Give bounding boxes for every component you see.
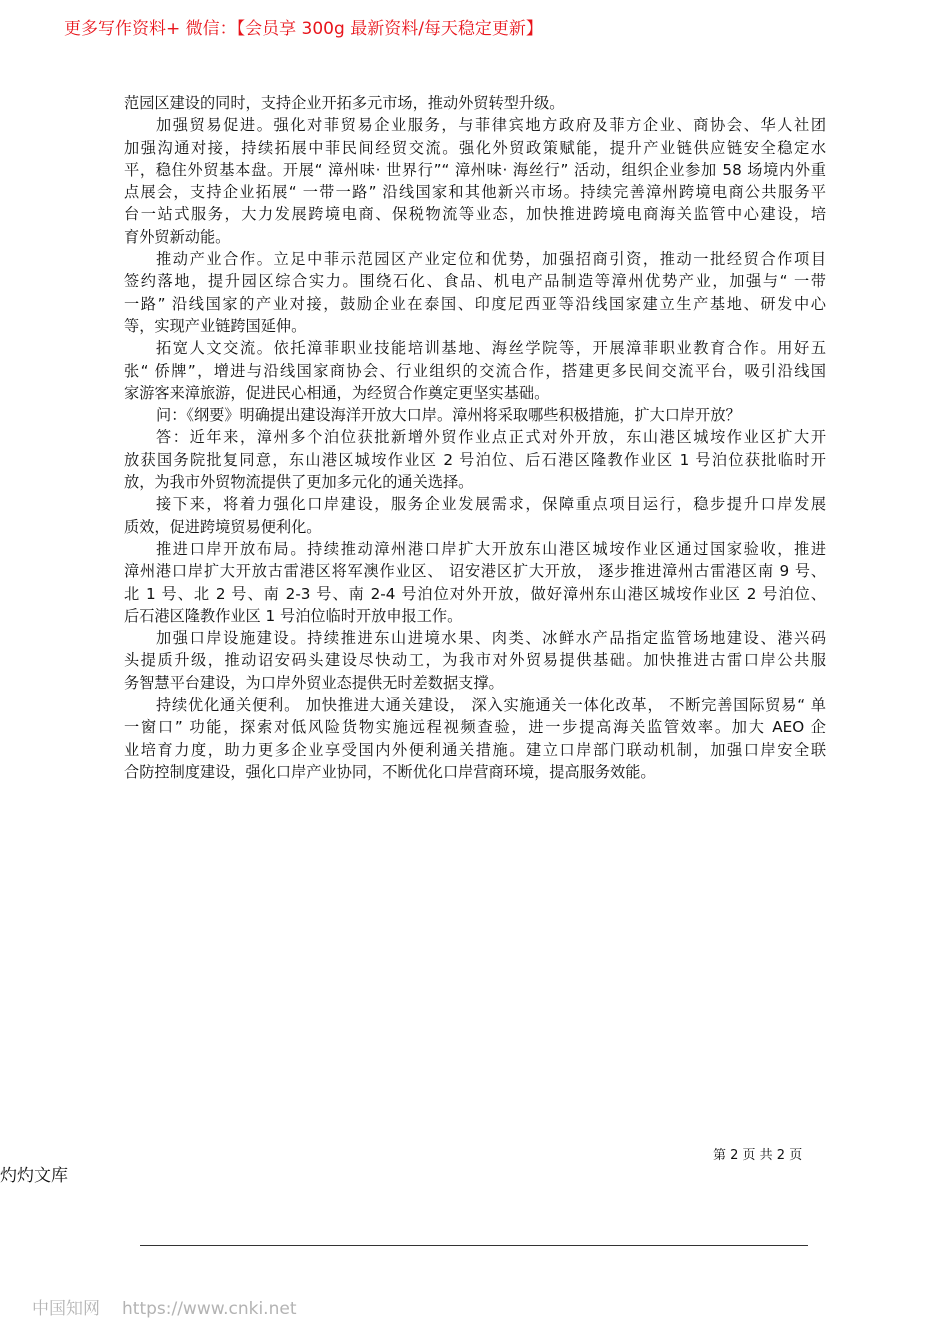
text-line: 点展会，支持企业拓展“ 一带一路” 沿线国家和其他新兴市场。持续完善漳州跨境电商公共服务平 [124, 183, 826, 202]
text-line: 头提质升级，推动诏安码头建设尽快动工，为我市对外贸易提供基础。加快推进古雷口岸公共服 [124, 651, 826, 670]
text-line: 务智慧平台建设，为口岸外贸业态提供无时差数据支撑。 [124, 673, 504, 692]
page-number: 第 2 页 共 2 页 [713, 1148, 803, 1163]
text-line: 质效，促进跨境贸易便利化。 [124, 517, 322, 536]
text-line: 推动产业合作。立足中菲示范园区产业定位和优势，加强招商引资，推动一批经贸合作项目 [156, 250, 826, 269]
text-line: 业培育力度，助力更多企业享受国内外便利通关措施。建立口岸部门联动机制，加强口岸安全联 [124, 740, 826, 759]
text-line: 一路” 沿线国家的产业对接，鼓励企业在泰国、印度尼西亚等沿线国家建立生产基地、研发中心 [124, 294, 826, 313]
text-line: 家游客来漳旅游，促进民心相通，为经贸合作奠定更坚实基础。 [124, 383, 550, 402]
text-line: 加强贸易促进。强化对菲贸易企业服务，与菲律宾地方政府及菲方企业、商协会、华人社团 [156, 116, 826, 135]
text-line: 漳州港口岸扩大开放古雷港区将军澳作业区、 诏安港区扩大开放， 逐步推进漳州古雷港区南 9 号、 [124, 562, 826, 581]
text-line: 张“ 侨牌”，增进与沿线国家商协会、行业组织的交流合作，搭建更多民间交流平台，吸引沿线国 [124, 361, 826, 380]
footer-divider [140, 1245, 808, 1246]
text-line: 接下来，将着力强化口岸建设，服务企业发展需求，保障重点项目运行，稳步提升口岸发展 [156, 495, 826, 514]
text-line: 放获国务院批复同意，东山港区城垵作业区 2 号泊位、后石港区隆教作业区 1 号泊位获批临时开 [124, 450, 826, 469]
text-line: 答：近年来，漳州多个泊位获批新增外贸作业点正式对外开放，东山港区城垵作业区扩大开 [156, 428, 826, 447]
cnki-watermark [32, 1294, 318, 1319]
text-line: 合防控制度建设，强化口岸产业协同，不断优化口岸营商环境，提高服务效能。 [124, 762, 656, 781]
text-line: 育外贸新动能。 [124, 227, 231, 246]
text-line: 平，稳住外贸基本盘。开展“ 漳州味· 世界行”“ 漳州味· 海丝行” 活动，组织企业参加 58 场境内外重 [124, 160, 826, 179]
cnki-name: 中国知网 [32, 1299, 100, 1319]
cnki-url[interactable]: https://www.cnki.net [122, 1299, 297, 1319]
promo-banner: 更多写作资料+ 微信：【会员享 300g 最新资料/每天稳定更新】 [64, 19, 543, 39]
text-line: 拓宽人文交流。依托漳菲职业技能培训基地、海丝学院等，开展漳菲职业教育合作。用好五 [156, 339, 826, 358]
text-line: 范园区建设的同时，支持企业开拓多元市场，推动外贸转型升级。 [124, 94, 565, 112]
text-line: 后石港区隆教作业区 1 号泊位临时开放申报工作。 [124, 606, 463, 625]
text-line: 加强口岸设施建设。持续推进东山进境水果、肉类、冰鲜水产品指定监管场地建设、港兴码 [156, 629, 826, 648]
source-label: 灼灼文库 [0, 1166, 68, 1186]
text-line: 签约落地，提升园区综合实力。围绕石化、食品、机电产品制造等漳州优势产业，加强与“ 一带 [124, 272, 826, 291]
text-line: 一窗口” 功能，探索对低风险货物实施远程视频查验，进一步提高海关监管效率。加大 AEO 企 [124, 718, 826, 737]
text-line: 问：《纲要》明确提出建设海洋开放大口岸。漳州将采取哪些积极措施，扩大口岸开放？ [156, 406, 741, 425]
text-line: 持续优化通关便利。 加快推进大通关建设， 深入实施通关一体化改革， 不断完善国际贸易“ 单 [156, 696, 826, 715]
text-line: 放，为我市外贸物流提供了更加多元化的通关选择。 [124, 473, 474, 492]
text-line: 推进口岸开放布局。持续推动漳州港口岸扩大开放东山港区城垵作业区通过国家验收，推进 [156, 539, 826, 558]
text-line: 加强沟通对接，持续拓展中菲民间经贸交流。强化外贸政策赋能，提升产业链供应链安全稳定水 [124, 138, 826, 157]
document-body [124, 92, 826, 783]
text-line: 台一站式服务，大力发展跨境电商、保税物流等业态，加快推进跨境电商海关监管中心建设，培 [124, 205, 826, 224]
text-line: 等，实现产业链跨国延伸。 [124, 316, 307, 335]
text-line: 北 1 号、北 2 号、南 2-3 号、南 2-4 号泊位对外开放，做好漳州东山港区城垵作业区 2 号泊位、 [124, 584, 826, 603]
